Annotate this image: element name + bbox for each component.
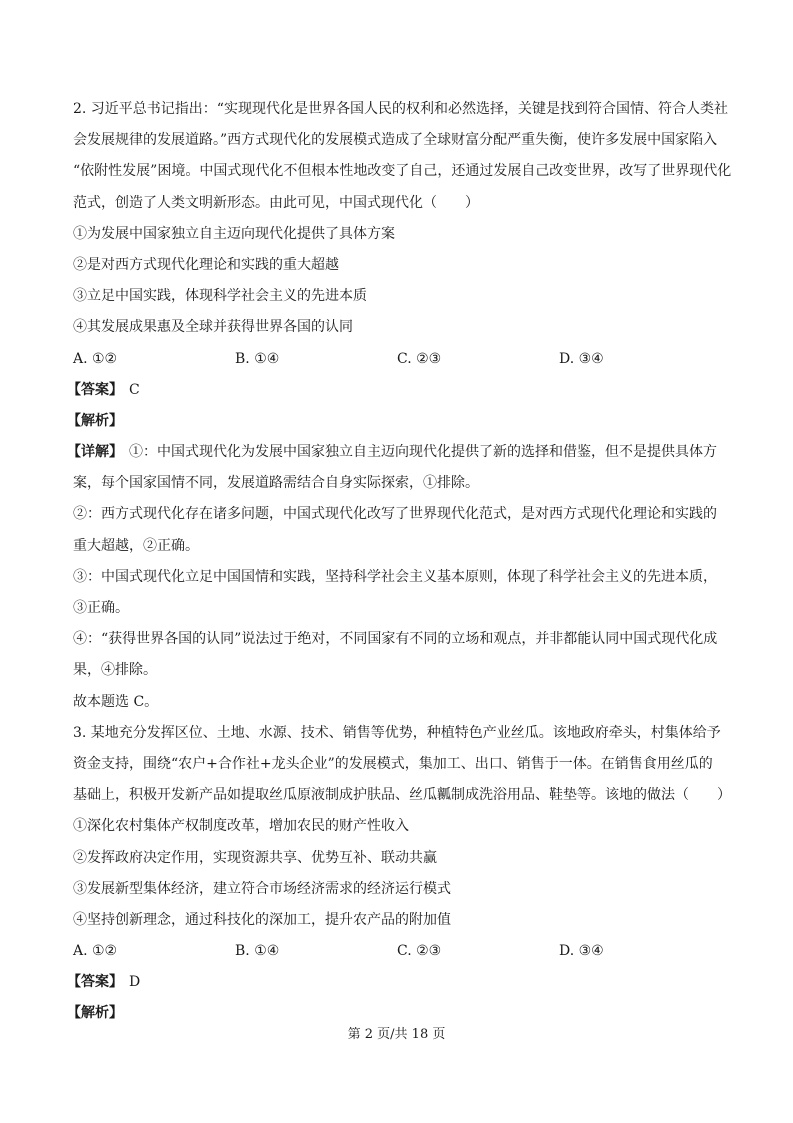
q2-detail-line: ④：“获得世界各国的认同”说法过于绝对，不同国家有不同的立场和观点，并非都能认同中国式现代化成 [73, 631, 718, 648]
analysis-label: 【解析】 [67, 412, 123, 429]
answer-label: 【答案】 [67, 381, 123, 398]
q2-analysis [67, 406, 725, 437]
question-3 [67, 718, 731, 1030]
q2-option-a: A. ①② [73, 350, 118, 367]
q3-option-a: A. ①② [73, 943, 118, 960]
q2-option-b: B. ①④ [235, 350, 280, 367]
q3-answer [67, 967, 725, 998]
q3-options [73, 936, 725, 967]
q2-option-c: C. ②③ [397, 350, 442, 367]
question-2 [67, 94, 732, 718]
q2-statement: ③立足中国实践，体现科学社会主义的先进本质 [73, 288, 367, 305]
page-footer: 第 2 页/共 18 页 [347, 1027, 446, 1042]
q2-detail-line: 案，每个国家国情不同，发展道路需结合自身实际探索，①排除。 [73, 475, 479, 492]
q2-statement: ②是对西方式现代化理论和实践的重大超越 [73, 256, 339, 273]
q2-detail-line: 重大超越，②正确。 [73, 537, 199, 554]
q2-stem-line: 范式，创造了人类文明新形态。由此可见，中国式现代化（ ） [73, 194, 479, 211]
q2-stem-line: “依附性发展”困境。中国式现代化不但根本性地改变了自己，还通过发展自己改变世界，改写了世界现代化 [73, 163, 732, 180]
q3-statement: ②发挥政府决定作用，实现资源共享、优势互补、联动共赢 [73, 849, 437, 866]
q3-statement: ①深化农村集体产权制度改革，增加农民的财产性收入 [73, 818, 409, 835]
q3-option-c: C. ②③ [397, 943, 442, 960]
q3-option-d: D. ③④ [559, 943, 604, 960]
q3-stem-line: 3. 某地充分发挥区位、土地、水源、技术、销售等优势，种植特色产业丝瓜。该地政府牵头，村集体给予 [73, 724, 721, 741]
q3-statement: ③发展新型集体经济，建立符合市场经济需求的经济运行模式 [73, 880, 451, 897]
q2-statement: ④其发展成果惠及全球并获得世界各国的认同 [73, 319, 353, 336]
answer-value: D [129, 974, 141, 991]
q2-detail-line [67, 437, 725, 468]
q2-detail-line: ③：中国式现代化立足中国国情和实践，坚持科学社会主义基本原则，体现了科学社会主义的先进本质， [73, 568, 717, 585]
q2-detail-line: ②：西方式现代化存在诸多问题，中国式现代化改写了世界现代化范式，是对西方式现代化理论和实践的 [73, 506, 717, 523]
q2-option-d: D. ③④ [559, 350, 604, 367]
detail-label: 【详解】 [67, 444, 123, 461]
answer-value: C [129, 381, 140, 398]
q3-stem-line: 资金支持，围绕“农户+合作社+龙头企业”的发展模式，集加工、出口、销售于一体。在销售食用丝瓜的 [73, 755, 713, 772]
q2-conclusion: 故本题选 C。 [73, 693, 159, 710]
q2-stem-line: 2. 习近平总书记指出：“实现现代化是世界各国人民的权利和必然选择，关键是找到符合国情、符合人类社 [73, 101, 728, 117]
answer-label: 【答案】 [67, 974, 123, 991]
q2-detail-line: 果，④排除。 [73, 662, 157, 679]
document-body [67, 94, 732, 1030]
analysis-label: 【解析】 [67, 1005, 123, 1022]
q2-statement: ①为发展中国家独立自主迈向现代化提供了具体方案 [73, 225, 395, 242]
q3-statement: ④坚持创新理念，通过科技化的深加工，提升农产品的附加值 [73, 911, 451, 928]
q3-stem-line: 基础上，积极开发新产品如提取丝瓜原液制成护肤品、丝瓜瓤制成洗浴用品、鞋垫等。该地的做法（ ） [73, 787, 731, 804]
q2-stem-line: 会发展规律的发展道路。”西方式现代化的发展模式造成了全球财富分配严重失衡，使许多发展中国家陷入 [73, 132, 718, 149]
detail-text: ①：中国式现代化为发展中国家独立自主迈向现代化提供了新的选择和借鉴，但不是提供具体方 [129, 444, 717, 461]
q2-options [73, 344, 725, 375]
q2-answer [67, 375, 725, 406]
q3-option-b: B. ①④ [235, 943, 280, 960]
q2-detail-line: ③正确。 [73, 600, 129, 616]
